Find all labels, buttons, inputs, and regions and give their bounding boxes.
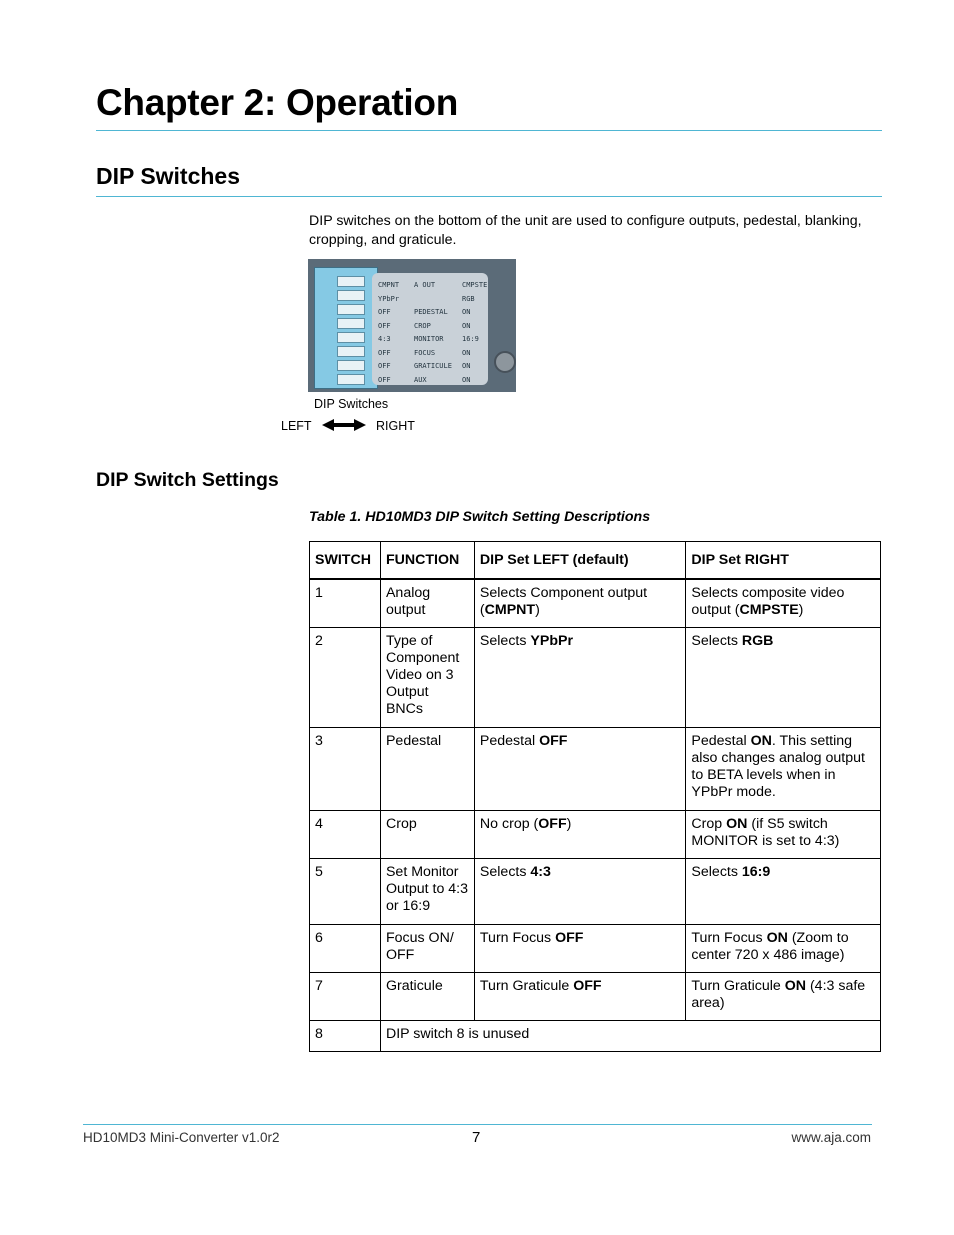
photo-label-text: ON xyxy=(462,362,471,370)
cell-switch: 1 xyxy=(310,579,381,627)
photo-label-text: CROP xyxy=(414,321,431,330)
dip-switch-2 xyxy=(337,290,365,301)
header-dip-left: DIP Set LEFT (default) xyxy=(474,542,686,580)
cell-dip-right: Turn Focus ON (Zoom to center 720 x 486 image) xyxy=(686,924,881,972)
cell-dip-right: Selects RGB xyxy=(686,627,881,727)
table-row xyxy=(310,924,881,972)
photo-label-text: OFF xyxy=(378,321,391,330)
section-title: DIP Switches xyxy=(96,163,241,189)
dip-switch-5 xyxy=(337,332,365,343)
cell-function: Crop xyxy=(380,810,474,858)
header-switch: SWITCH xyxy=(310,542,381,580)
cell-dip-left: Selects YPbPr xyxy=(474,627,686,727)
table-row xyxy=(310,972,881,1020)
table-row xyxy=(310,579,881,627)
cell-dip-right: Selects 16:9 xyxy=(686,858,881,924)
photo-label-text: RGB xyxy=(462,294,475,303)
cell-dip-left: Turn Graticule OFF xyxy=(474,972,686,1020)
footer-website-link[interactable]: www.aja.com xyxy=(791,1130,871,1145)
dip-switch-1 xyxy=(337,276,365,287)
table-header-row xyxy=(310,542,881,580)
photo-label-text: MONITOR xyxy=(414,335,444,343)
cell-dip-left: Turn Focus OFF xyxy=(474,924,686,972)
table-row xyxy=(310,727,881,810)
table-row xyxy=(310,810,881,858)
photo-label-text: 16:9 xyxy=(462,335,479,343)
cell-dip-left: Pedestal OFF xyxy=(474,727,686,810)
photo-label-text: 4:3 xyxy=(378,335,391,343)
table-caption: Table 1. HD10MD3 DIP Switch Setting Descriptions xyxy=(309,509,651,525)
cell-dip-right: Pedestal ON. This setting also changes analog output to BETA levels when in YPbPr mode. xyxy=(686,727,881,810)
cell-function: Type of Component Video on 3 Output BNCs xyxy=(380,627,474,727)
cell-dip-left: Selects 4:3 xyxy=(474,858,686,924)
cell-function: Analog output xyxy=(380,579,474,627)
subsection-title: DIP Switch Settings xyxy=(96,469,279,491)
photo-label-text: YPbPr xyxy=(378,294,400,303)
cell-dip-left: No crop (OFF) xyxy=(474,810,686,858)
photo-label-text: GRATICULE xyxy=(414,362,452,370)
footer-rule xyxy=(83,1124,872,1125)
cell-switch: 5 xyxy=(310,858,381,924)
footer-page-number: 7 xyxy=(472,1129,481,1146)
dip-switch-photo xyxy=(308,259,516,392)
footer-document-title: HD10MD3 Mini-Converter v1.0r2 xyxy=(83,1130,280,1145)
cell-switch: 4 xyxy=(310,810,381,858)
dip-switch-4 xyxy=(337,318,365,329)
cell-function: Pedestal xyxy=(380,727,474,810)
photo-label-text: ON xyxy=(462,308,471,316)
dip-switch-bank xyxy=(314,267,378,389)
dip-switch-6 xyxy=(337,346,365,357)
cell-switch: 2 xyxy=(310,627,381,727)
dip-switch-7 xyxy=(337,360,365,371)
photo-label-text: OFF xyxy=(378,348,391,357)
table-row xyxy=(310,1020,881,1051)
table-row xyxy=(310,627,881,727)
photo-label-text: PEDESTAL xyxy=(414,308,448,316)
cell-unused-note: DIP switch 8 is unused xyxy=(380,1020,880,1051)
photo-label-text: AUX xyxy=(414,375,427,384)
screw-icon xyxy=(494,351,516,373)
cell-switch: 7 xyxy=(310,972,381,1020)
photo-label-text: CMPNT xyxy=(378,281,400,289)
direction-right-label: RIGHT xyxy=(376,419,415,433)
photo-label-text: CMPSTE xyxy=(462,281,488,289)
chapter-title-rule xyxy=(96,130,882,131)
photo-label-text: ON xyxy=(462,348,471,357)
intro-paragraph: DIP switches on the bottom of the unit are used to configure outputs, pedestal, blanking, cropping, and graticule. xyxy=(309,213,862,248)
cell-switch: 6 xyxy=(310,924,381,972)
direction-left-label: LEFT xyxy=(281,419,312,433)
table-row xyxy=(310,858,881,924)
cell-dip-right: Selects composite video output (CMPSTE) xyxy=(686,579,881,627)
cell-function: Focus ON/ OFF xyxy=(380,924,474,972)
header-function: FUNCTION xyxy=(380,542,474,580)
cell-function: Graticule xyxy=(380,972,474,1020)
cell-dip-right: Turn Graticule ON (4:3 safe area) xyxy=(686,972,881,1020)
left-right-arrow-icon xyxy=(322,418,366,432)
photo-label-text: OFF xyxy=(378,375,391,384)
dip-settings-table xyxy=(309,541,881,1052)
dip-label-panel xyxy=(372,273,488,385)
cell-switch: 8 xyxy=(310,1020,381,1051)
photo-label-text: A OUT xyxy=(414,281,436,289)
photo-label-text: ON xyxy=(462,375,471,384)
figure-caption: DIP Switches xyxy=(314,397,389,411)
photo-label-text: OFF xyxy=(378,362,391,370)
section-title-rule xyxy=(96,196,882,197)
cell-switch: 3 xyxy=(310,727,381,810)
photo-label-text: FOCUS xyxy=(414,348,436,357)
cell-dip-right: Crop ON (if S5 switch MONITOR is set to 4:3) xyxy=(686,810,881,858)
photo-label-text: OFF xyxy=(378,308,391,316)
cell-dip-left: Selects Component output (CMPNT) xyxy=(474,579,686,627)
chapter-title: Chapter 2: Operation xyxy=(96,82,458,123)
photo-label-text: ON xyxy=(462,321,471,330)
header-dip-right: DIP Set RIGHT xyxy=(686,542,881,580)
dip-switch-8 xyxy=(337,374,365,385)
dip-switch-3 xyxy=(337,304,365,315)
cell-function: Set Monitor Output to 4:3 or 16:9 xyxy=(380,858,474,924)
